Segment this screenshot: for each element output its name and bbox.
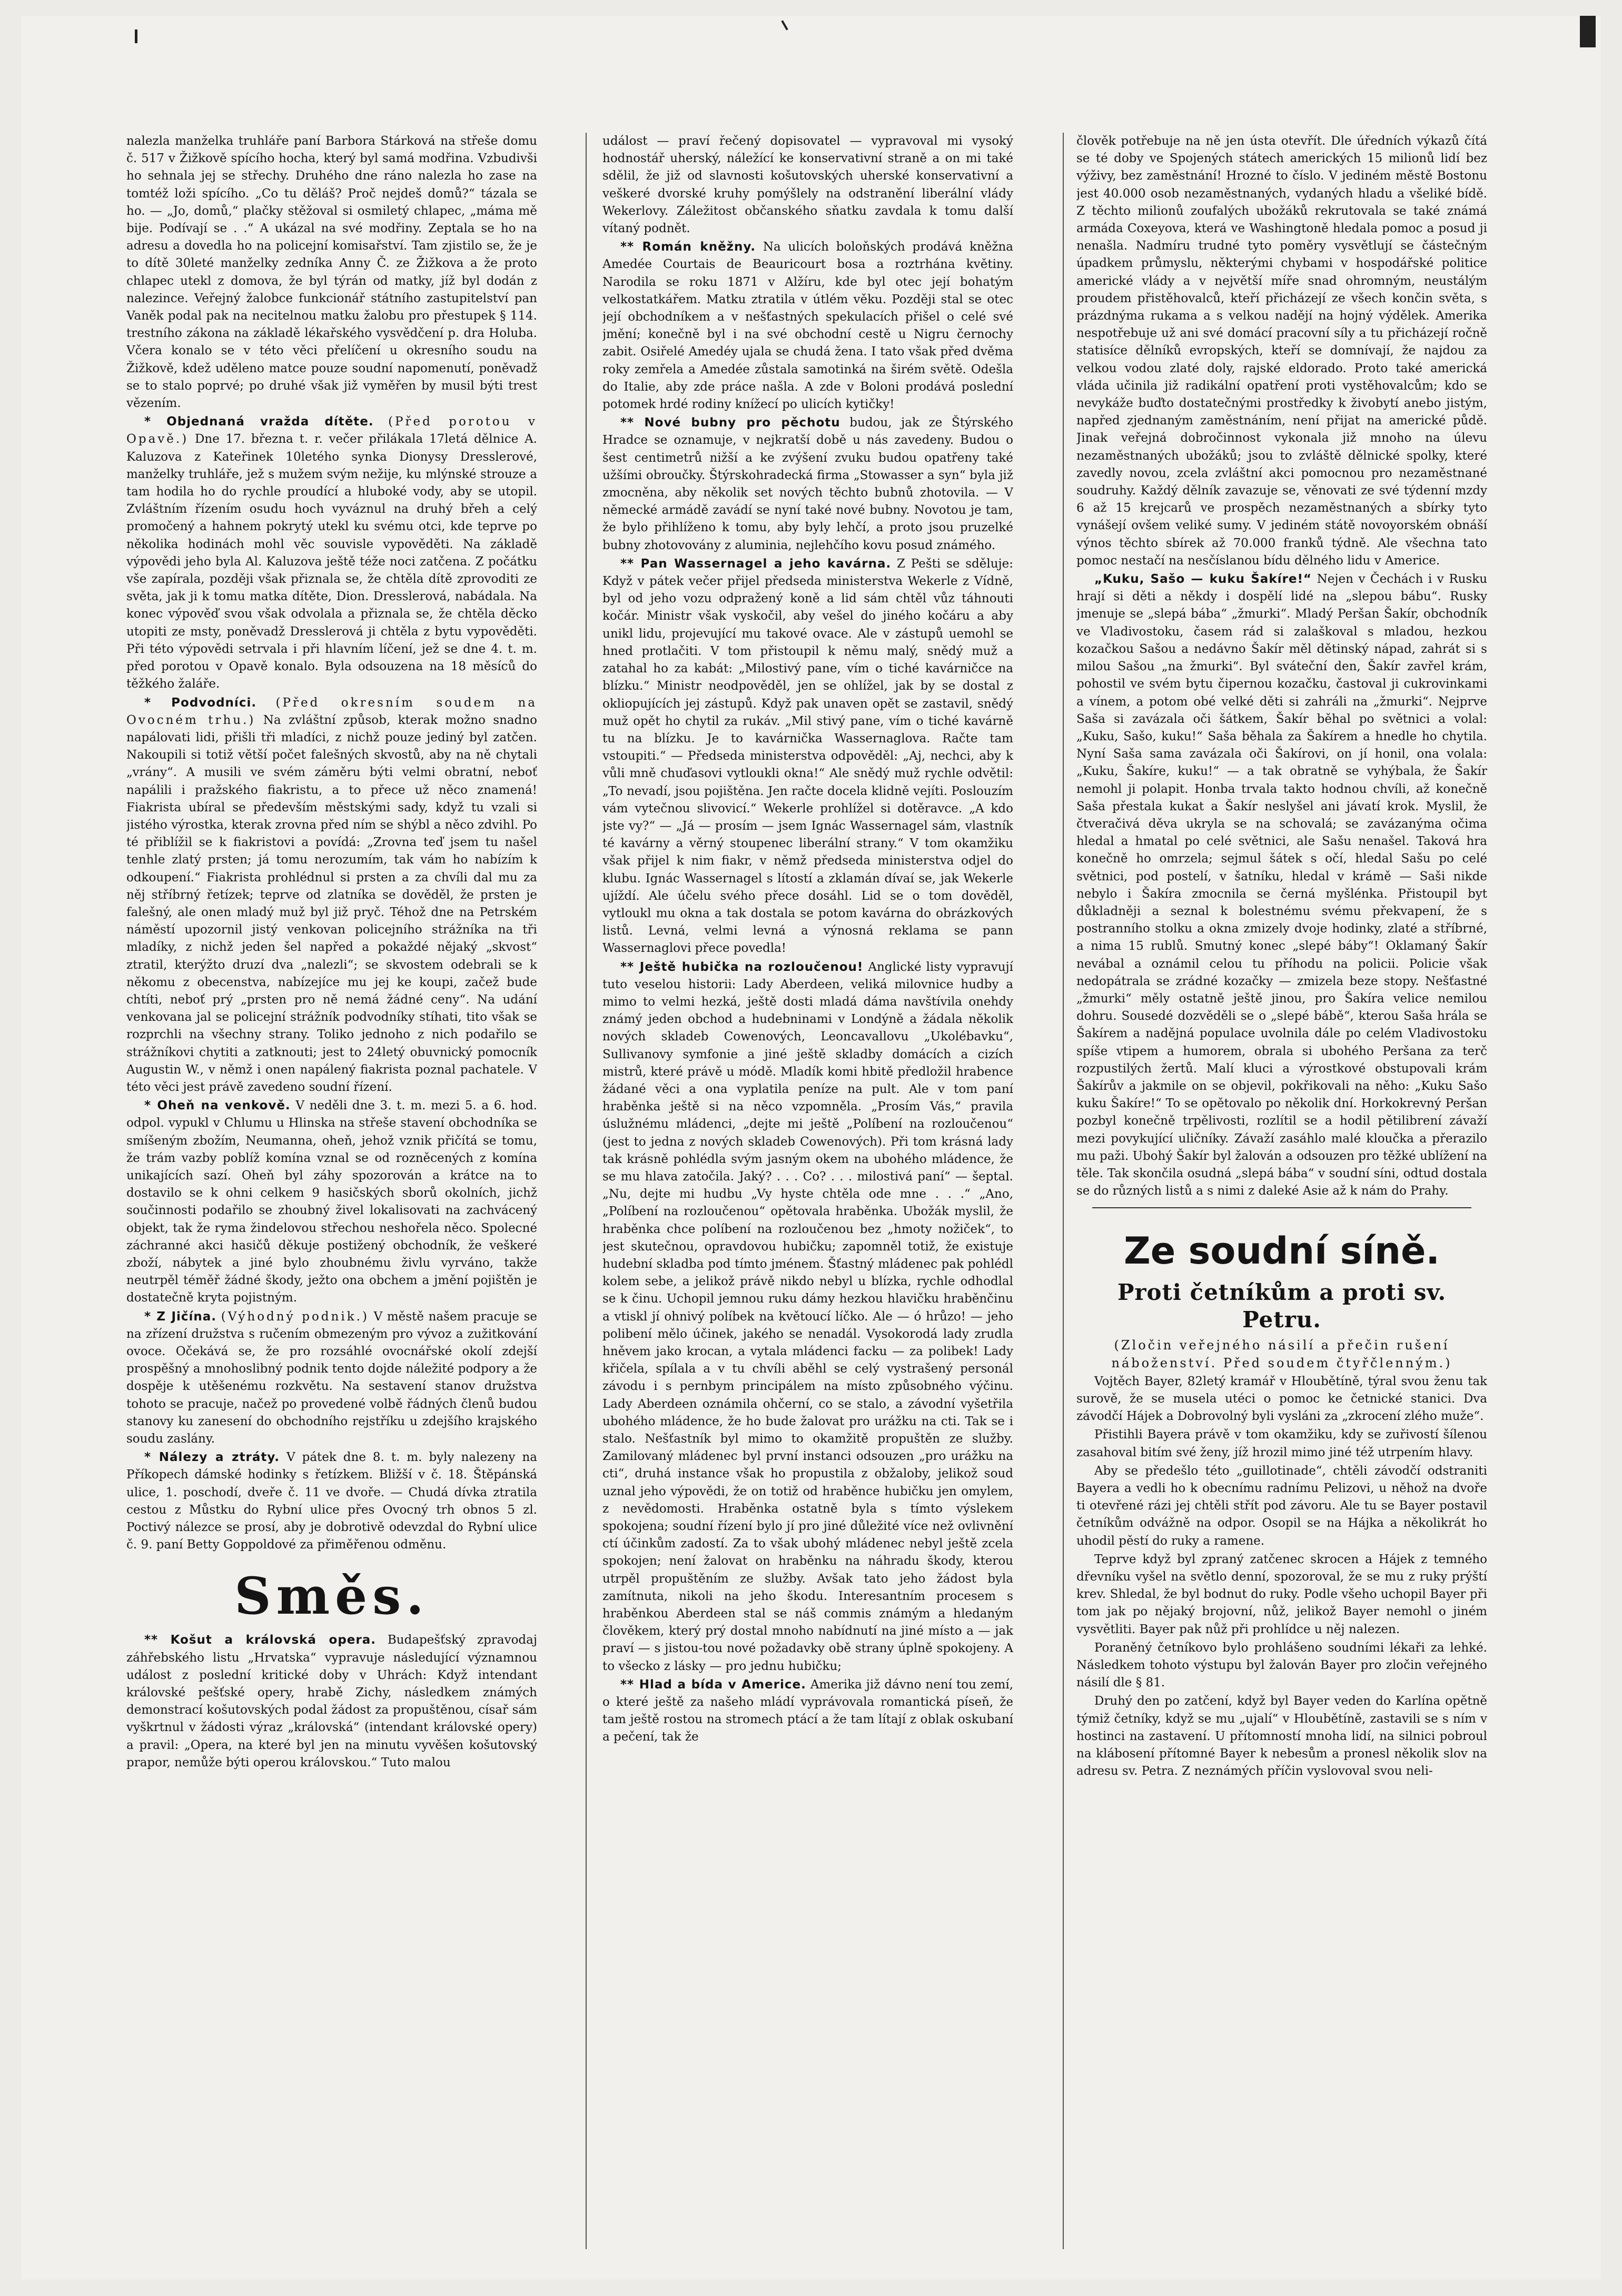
article-text: Budapešťský zpravodaj záhřebského listu „Hrvatska“ vypravuje následující významnou událost z poslední kritické doby v Uhrách: Když intendant královské pešťské opery, hrabě Zichy, následkem známých demonstrací košutovských podal žádost za propuštěnou, císař sám vyškrtnul v žádosti výraz „královská“ (intendant královské opery) a pravil: „Opera, na které byl jen na minutu vyvěšen košutovský prapor, nemůže býti operou královskou.“ Tuto malou xyxy=(126,1633,537,1770)
article-text: Amerika již dávno není tou zemí, o které ještě za našeho mládí vyprávovala romantická píseň, že tam ještě rostou na stromech ptácí a že tam lítají z oblak oskubaní a pečení, tak že xyxy=(602,1677,1013,1744)
article-paragraph: Poraněný četníkovo bylo prohlášeno soudními lékaři za lehké. Následkem tohoto výstupu byl žalován Bayer pro zločin veřejného násilí dle § 81. xyxy=(1076,1641,1487,1690)
article-paragraph xyxy=(126,1097,537,1307)
article-heading: „Kuku, Sašo — kuku Šakíre!“ xyxy=(1094,572,1312,587)
section-title-smes: Směs. xyxy=(234,1566,429,1626)
article-paragraph: Vojtěch Bayer, 82letý kramář v Hloubětíně, týral svou ženu tak surově, že se musela utéci o pomoc ke četnické stanici. Dva závodčí Hájek a Dobrovolný byli vysláni za „zkrocení zlého muže“. xyxy=(1076,1374,1487,1424)
section-divider xyxy=(1092,1207,1471,1208)
article-heading: * Objednaná vražda dítěte. xyxy=(144,415,374,429)
column-rule-right xyxy=(1063,133,1064,2249)
article-text: V městě našem pracuje se na zřízení družstva s ručením obmezeným pro vývoz a zužitkování ovoce. Očekává se, že pro rozsáhlé ovocnářské okolí zdejší prospěšný a mnohoslibný podnik tento dojde náležité podpory a že dospěje k utěšenému rozkvětu. Na sestavení stanov družstva tohoto se pracuje, načež po provedené volbě řádných členů budou stanovy ku zanesení do obchodního rejstříku u zdejšího krajského soudu zaslány. xyxy=(126,1309,537,1446)
article-text: Nejen v Čechách i v Rusku hrají si děti a někdy i dospělí lidé na „slepou bábu“. Rusky jmenuje se „slepá bába“ „žmurki“. Mladý Peršan Šakír, obchodník ve Vladivostoku, časem rád si zalaškoval s mladou, hezkou kozačkou Sašou a nedávno Šakír měl dětinský nápad, zahrát si s milou Sašou „na žmurki“. Byl sváteční den, Šakír zavřel krám, pohostil ve svém bytu čipernou kozačku, častoval ji cukrovinkami a vínem, a potom obé velké děti si zahráli na „žmurki“. Nejprve Saša si zavázala oči šátkem, Šakír běhal po světnici a volal: „Kuku, Sašo, kuku!“ Saša běhala za Šakírem a hnedle ho chytila. Nyní Saša sama zavázala oči Šakírovi, on jí honil, ona volala: „Kuku, Šakíre, kuku!“ — a tak obratně se vyhýbala, že Šakír nemohl ji polapit. Honba trvala takto hodnou chvíli, až konečně Saša přestala kukat a Šakír neslyšel ani jávatí krok. Myslil, že čtveračivá děva ukryla se na schovalá; se zavázanýma očima hledal a hmatal po celé světnici, ale Sašu nenašel. Taková hra konečně ho omrzela; sejmul šátek s očí, hledal Sašu po celé světnici, pod postelí, v šatníku, hledal v krámě — Saši nikde nebylo i Šakíra zmocnila se černá myšlénka. Přistoupil byt důkladněji a seznal k bolestnému svému překvapení, že s postranního stolku a okna zmizely dvoje hodinky, zlaté a stříbrné, a nima 15 rublů. Smutný konec „slepé báby“! Oklamaný Šakír nevábal a oznámil celou tu příhodu na policii. Policie však nedopátrala se zrádné kozačky — zmizela beze stopy. Nešťastné „žmurki“ měly ostatně ještě jinou, pro Šakíra velice nemilou dohru. Sousedé dozvěděli se o „slepé bábě“, kterou Saša hrála se Šakírem a nadějná populace uvolnila dále po celém Vladivostoku spíše vtipem a humorem, obrala si ubohého Peršana za terč rozpustilých žertů. Malí kluci a výrostkové obstupovali krám Šakírův a jakmile on se objevil, pokřikovali na něho: „Kuku Sašo kuku Šakíre!“ To se opětovalo po několik dní. Horkokrevný Peršan pozbyl konečně trpělivosti, rozlítil se a hodil pětilibrení závaží mezi povykující uličníky. Závaží zasáhlo malé kloučka a přerazilo mu paži. Ubohý Šakír byl žalován a odsouzen pro těžké ublížení na těle. Tak skončila osudná „slepá bába“ v soudní síni, odtud dostala se do různých listů a s nimi z daleké Asie až k nám do Prahy. xyxy=(1076,572,1487,1198)
article-paragraph xyxy=(602,238,1013,413)
article-subheadline: (Zločin veřejného násilí a přečin rušení náboženství. Před soudem čtyřčlenným.) xyxy=(1111,1338,1452,1370)
article-paragraph: Teprve když byl zpraný zatčenec skrocen a Hájek z temného dřevníku vyšel na světlo denní, spozoroval, že se mu z ruky prýští krev. Shledal, že byl bodnut do ruky. Podle všeho uchopil Bayer při tom jak po nějaký brojovní, nůž, jelikož Bayer nemohl o jiném vysvětliti. Bayer pak nůž při prohlídce u něj nalezen. xyxy=(1076,1552,1487,1636)
article-paragraph xyxy=(126,1449,537,1554)
article-text: Z Pešti se sděluje: Když v pátek večer přijel předseda ministerstva Wekerle z Vídně, byl od jeho vozu odpražený koně a lid sám chtěl vůz táhnouti kočár. Ministr však vyskočil, aby vešel do jiného kočáru a aby unikl lidu, projevující mu takové ovace. Ale v zástupů uemohl se hned protlačiti. V tom přistoupil k němu malý, snědý muž a zatahal ho za kabát: „Milostivý pane, vím o tiché kavárničce na blízku.“ Ministr neodpověděl, jen se ohlížel, jak by se dostal z okliopujících jej zástupů. Když pak unaven opět se zastavil, snědý muž opět ho chytil za rukáv. „Mil stivý pane, vím o tiché kavárně tu na blízku. Je to kavárnička Wassernaglova. Račte tam vstoupiti.“ — Předseda ministerstva odpověděl: „Aj, nechci, aby k vůli mně chuďasovi vytloukli okna!“ Ale snědý muž rychle odvětil: „To nevadí, jsou pojištěna. Jen račte docela klidně vejíti. Poslouzím vám vytečnou slivovicí.“ Wekerle prohlížel si dotěravce. „A kdo jste vy?“ — „Já — prosím — jsem Ignác Wassernagel sám, vlastník té kavárny a věrný stoupenec liberální strany.“ V tom okamžiku však přijel k nim fiakr, v němž předseda ministerstva odjel do klubu. Ignác Wassernagel s lítostí a zklamán dívaí se, jak Wekerle ujíždí. Ale účelu svého přece dosáhl. Lid se o tom dověděl, vytloukl mu okna a tak dostala se potom kavárna do obrázkových listů. Levná, velmi levná a výnosná reklama se pann Wassernaglovi přece povedla! xyxy=(602,556,1013,956)
article-paragraph: Aby se předešlo této „guillotinade“, chtěli závodčí odstraniti Bayera a vedli ho k obecnímu radnímu Pelizovi, u něhož na dvoře ti otevřené rázi jej chtěli střít pod závoru. Ale tu se Bayer postavil četníkům odvážně na odpor. Osopil se na Hájka a několikrát ho uhodil pěstí do ruky a ramene. xyxy=(1076,1464,1487,1548)
article-paragraph: událost — praví řečený dopisovatel — vypravoval mi vysoký hodnostář uherský, náležící ke konservativní straně a on mi také sdělil, že již od slavnosti košutovských uherské konservativní a veškeré dvorské kruhy pomýšlely na odstranění liberální vlády Wekerlovy. Záležitost občanského sňatku zavdala k tomu další vítaný podnět. xyxy=(602,134,1013,236)
article-heading: ** Román kněžny. xyxy=(620,240,756,254)
article-source: (Výhodný podnik.) xyxy=(221,1309,369,1324)
article-paragraph xyxy=(126,1308,537,1448)
article-heading: ** Hlad a bída v Americe. xyxy=(620,1677,806,1692)
article-heading: * Nálezy a ztráty. xyxy=(144,1450,280,1465)
article-text: budou, jak ze Štýrského Hradce se oznamuje, v nejkratší době u nás zavedeny. Budou o šest centimetrů nižší a ke zvýšení zvuku budou opatřeny také užšími obroučky. Štýrskohradecká firma „Stowasser a syn“ byla již zmocněna, aby několik set nových těchto bubnů zhotovila. — V německé armádě zavádí se nyní také nové bubny. Novotou je tam, že bylo přihlíženo k tomu, aby byly lehčí, a proto jsou pruzelké bubny zhotovovány z aluminia, nejlehčího kovu posud známého. xyxy=(602,416,1013,552)
column-rule-left xyxy=(586,133,587,2249)
article-heading: ** Nové bubny pro pěchotu xyxy=(620,416,840,430)
article-paragraph xyxy=(602,555,1013,958)
article-heading: ** Ještě hubička na rozloučenou! xyxy=(620,960,864,974)
article-heading: * Oheň na venkově. xyxy=(144,1099,291,1113)
article-text: Na zvláštní způsob, kterak možno snadno napálovati lidi, přišli tři mladíci, z nichž pouze jediný byl zatčen. Nakoupili si totiž větší počet falešných skvostů, aby na ně chytali „vrány“. A musili ve svém záměru býti velmi obratní, neboť napálili i pražského fiakristu, a to přece už něco znamená! Fiakrista ubíral se především městskými sady, když tu vzali si jistého výrostka, kterak zrovna před ním se shýbl a něco zdvihl. Po té přiblížil se k fiakristovi a povídá: „Zrovna teď jsem tu našel tenhle zlatý prsten; já tomu nerozumím, tak vám ho nabízím k odkoupení.“ Fiakrista prohlédnul si prsten a za chvíli dal mu za něj stříbrný řetízek; teprve od zlatníka se dověděl, že prsten je falešný, ale onen mladý muž byl již pryč. Téhož dne na Petrském náměstí upozornil jistý venkovan policejního strážníka na tři mladíky, z nichž jeden šel napřed a pokaždé nějaký „skvost“ ztratil, kterýžto druzí dva „nalezli“; se skvostem odebrali se k někomu z obecenstva, nabízejíce mu jej ke koupi, začež bude chtíti, neboť prý „prsten pro ně nemá žádné ceny“. Na udání venkovana jal se policejní strážník podvodníky stíhati, tito však se rozprchli na všechny strany. Toliko jednoho z nich podařilo se strážníkovi chytiti a zatknouti; jest to 24letý obuvnický pomocník Augustin W., v němž i onen napálený fiakrista poznal pachatele. V této věci jest právě zavedeno soudní řízení. xyxy=(126,713,537,1094)
article-text: Na ulicích boloňských prodává kněžna Amedée Courtais de Beauricourt bosa a roztrhána květiny. Narodila se roku 1871 v Alžíru, kde byl otec její bohatým velkostatkářem. Matku ztratila v útlém věku. Později stal se otec její obchodníkem a v nešťastných spekulacích přišel o celé své jmění; konečně byl i na své obchodní cestě u Nigru černochy zabit. Osiřelé Amedéy ujala se chudá žena. I tato však před dvěma roky zemřela a Amedée zůstala samotinká na širém světě. Odešla do Italie, aby zde práce našla. A zde v Boloni prodává poslední potomek hrdé rodiny knížecí po ulicích kytičky! xyxy=(602,240,1013,412)
article-paragraph xyxy=(602,1676,1013,1746)
section-title-soudni-sin: Ze soudní síně. xyxy=(1123,1229,1440,1273)
article-paragraph xyxy=(126,1632,537,1772)
article-text: V neděli dne 3. t. m. mezi 5. a 6. hod. odpol. vypukl v Chlumu u Hlinska na střeše stavení obchodníka se smíšeným zbožím, Neumanna, oheň, jehož vznik přičítá se tomu, že trám vazby poblíž komína vznal se od rozněcených z komína unikajících sazí. Oheň byl záhy spozorován a krátce na to dostavilo se k ohni celkem 9 hasičských sborů okolních, jichž součinnosti podařilo se zhoubný živel lokalisovati na zachvácený objekt, tak že ryma žindelovou střechou neshořela něco. Spolecné záchranné akci hasičů děkuje postižený obchodník, že veškeré zboží, nábytek a jiné bylo zhoubnému živlu vyrváno, takže neutrpěl téměř žádné škody, ježto ona obchem a jmění pojištěn je dostatečně kryta pojistným. xyxy=(126,1099,537,1305)
column-3 xyxy=(1076,133,1487,2249)
article-heading: * Podvodníci. xyxy=(144,695,257,710)
article-paragraph xyxy=(602,959,1013,1675)
article-paragraph: Druhý den po zatčení, když byl Bayer veden do Karlína opětně týmiž četníky, když se mu „ujalí“ v Hloubětíně, zastavili se s ním v hostinci na zastavení. U přítomností mnoha lidí, na silnici pobroul na klábosení přítomné Bayer k nebesům a pronesl několik slov na adresu sv. Petra. Z neznámých příčin vyslovoval svou neli- xyxy=(1076,1694,1487,1778)
article-heading: ** Košut a královská opera. xyxy=(144,1633,376,1647)
column-2 xyxy=(602,133,1013,2249)
article-text: Dne 17. března t. r. večer přilákala 17letá dělnice A. Kaluzova z Kateřinek 10letého synka Dionysy Dresslerové, manželky truhláře, jež s mužem svým nežije, ku mlýnské strouze a tam hodila ho do rychle proudící a hluboké vody, aby se utopil. Zvláštním řízením osudu hoch vyváznul na druhý břeh a celý promočený a hahnem pokrytý utekl ku svému otci, kde teprve po několika hodinách mohl věc souvisle vypověděti. Na základě výpovědi jeho byla Al. Kaluzova ještě téže noci zatčena. Z počátku vše zapírala, později však přiznala se, že chtěla dítě zprovoditi ze světa, jak ji k tomu matka dítěte, Dion. Dresslerová, nabádala. Na konec výpověď svou však odvolala a přiznala se, že chtěla děcko utopiti ze msty, poněvadž Dresslerová ji chtěla z bytu vypověděti. Při této výpovědi setrvala i při hlavním líčení, jež se dne 4. t. m. před porotou v Opavě konalo. Byla odsouzena na 18 měsíců do těžkého žaláře. xyxy=(126,432,537,691)
article-paragraph: člověk potřebuje na ně jen ústa otevřít. Dle úředních výkazů čítá se té doby ve Spojených státech amerických 15 milionů lidí bez výživy, bez zaměstnání! Hrozné to číslo. V jediném městě Bostonu jest 40.000 osob nezaměstnaných, vydaných hladu a všeliké bídě. Z těchto milionů zoufalých ubožáků rekrutovala se také známá armáda Coxeyova, která ve Washingtoně hledala pomoc a posud ji nenašla. Nadmíru trudné tyto poměry vysvětlují se částečným úpadkem průmyslu, některými chybami v hospodářské politice americké vlády a v největší míře snad ohromným, neustálým proudem přistěhovalců, kteří přicházejí ze všech končin světa, s prázdnýma rukama a s velkou nadějí na hojný výdělek. Amerika nespotřebuje už ani své domácí pracovní síly a tu přicházejí ročně statisíce dělníků evropských, kteří se domnívají, že najdou za velkou vodou zlaté doly, rajské eldorado. Proto také americká vláda učinila již radikální opatření proti vystěhovalcům; kdo se nevykáže buďto dostatečnými prostředky k živobytí anebo jistým, napřed zjednaným zaměstnáním, není přijat na americké půdě. Jinak veřejná dobročinnost vykonala již mnoho na úlevu nezaměstnaných ubožáků; jsou to zvláště dělnické spolky, které zavedly novou, zcela zvláštní akci pomocnou pro nezaměstnané soudruhy. Každý dělník zavazuje se, věnovati ze své týdenní mzdy 6 až 15 krejcarů ve prospěch nezaměstnaných a sbírky tyto vynášejí ovšem veliké sumy. V jediném státě novoyorském obnáší výnos těchto sbírek až 70.000 franků týdně. Ale všechna tato pomoc nestačí na nesčíslanou bídu dělného lidu v Americe. xyxy=(1076,134,1487,568)
article-paragraph xyxy=(1076,571,1487,1200)
article-source: (Před okresním soudem na Ovocném trhu.) xyxy=(126,695,537,727)
article-paragraph: Přistihli Bayera právě v tom okamžiku, kdy se zuřivostí šílenou zasahoval bitím své ženy, jíž hrozil mimo jiné též utrpením hlavy. xyxy=(1076,1428,1487,1459)
article-heading: * Z Jičína. xyxy=(144,1309,217,1324)
article-text: V pátek dne 8. t. m. byly nalezeny na Příkopech dámské hodinky s řetízkem. Bližší v č. 18. Štěpánská ulice, 1. poschodí, dveře č. 11 ve dvoře. — Chudá dívka ztratila cestou z Můstku do Rybní ulice přes Ovocný trh obnos 5 zl. Poctivý nálezce se prosí, aby je dobrotivě odevzdal do Rybní ulice č. 9. paní Betty Goppoldové za přiměřenou odměnu. xyxy=(126,1450,537,1552)
article-source: (Před porotou v Opavě.) xyxy=(126,415,537,446)
article-paragraph xyxy=(126,694,537,1097)
article-headline: Proti četníkům a proti sv. Petru. xyxy=(1117,1279,1447,1333)
article-paragraph: nalezla manželka truhláře paní Barbora Stárková na střeše domu č. 517 v Žižkově spícího hocha, který byl samá modřina. Vzbudivši ho sehnala jej se střechy. Druhého dne ráno nalezla ho zase na tomtéž loži spícího. „Co tu děláš? Proč nejdeš domů?“ tázala se ho. — „Jo, domů,“ plačky stěžoval si osmiletý chlapec, „máma mě bije. Podívají se . .“ A ukázal na své modřiny. Zeptala se ho na adresu a dovedla ho na policejní komisařství. Tam zjistilo se, že je to dítě 30leté manželky zedníka Anny Č. ze Žižkova a že proto chlapec utekl z domova, že byl týrán od matky, jíž byl dodán z nalezince. Veřejný žalobce funkcionář státního zastupitelství pan Vaněk podal pak na necitelnou matku žalobu pro přestupek § 114. trestního zákona na základě lékařského vysvědčení p. dra Holuba. Včera konalo se v této věci přelíčení u okresního soudu na Žižkově, kdež uděleno matce pouze soudní napomenutí, poněvadž se to stalo poprvé; po druhé však již vyměřen by musil býti trest vězením. xyxy=(126,134,537,411)
article-text: Anglické listy vypravují tuto veselou historii: Lady Aberdeen, veliká milovnice hudby a mimo to velmi hezká, ještě dosti mladá dáma navštívila onehdy známý jeden obchod a hudebninami v Londýně a žádala několik nových skladeb Cowenových, Leoncavallovu „Ukolébavku“, Sullivanovy symfonie a jiné ještě skladby domácích a cizích mistrů, které právě u módě. Mladík komi hbitě předložil hrabence žádané věci a ona vyplatila peníze na pult. Ale v tom paní hraběnka ještě si na něco vzpomněla. „Prosím Vás,“ pravila úslužnému mládenci, „dejte mi ještě „Políbení na rozloučenou“ (jest to jedna z nových skladeb Cowenových). Při tom krásná lady tak krásně pohlédla svým jasným okem na ubohého mládence, že se mu hlava zatočila. Jaký? . . . Co? . . . milostivá paní“ — šeptal. „Nu, dejte mi hudbu „Vy hyste chtěla ode mne . . .“ „Ano, „Políbení na rozloučenou“ opětovala hraběnka. Ubožák myslil, že hraběnka chce políbení na rozloučenou bez „hmoty nožiček“, to jest skutečnou, opravdovou hubičku; zapomněl totiž, že existuje hudební skladba pod tímto jménem. Šťastný mládenec pak pohlédl kolem sebe, a jelikož právě nikdo nebyl u blízka, rychle odhodlal se k činu. Uchopil jemnou ruku dámy hezkou hlavičku hraběnčinu a vtiskl jí ohnivý políbek na květoucí líčko. Ale — ó hrůzo! — jeho polibení mělo účinek, jakého se nenadál. Vysokorodá lady zrudla hněvem jako krocan, a vytala mládenci facku — za polibek! Lady křičela, spílala a v tu chvíli aběhl se celý vystrašený personál závodu i s pernbym principálem na místo způsobného výčinu. Lady Aberdeen oznámila ohčerní, co se stalo, a závodní vyšetřila ubohého mládence, že ho bude žalovat pro urážku na cti. Tak se i stalo. Nešťastník byl mimo to okamžitě propuštěn ze služby. Zamilovaný mládenec byl první instanci odsouzen „pro urážku na cti“, druhá instance však ho propustila z obžaloby, jelikož soud uznal jeho výpovědi, že on totiž od hraběnce hubičku jen omylem, z nevědomosti. Hraběnka ostatně byla s tímto výslekem spokojena; soudní řízení bylo jí pro jiné důležité více než ovlivnění ctí účinkům zadostí. Za to však ubohý mládenec nebyl ještě zcela spokojen; není žalovat on hraběnku na náhradu škody, kterou utrpěl propuštěním ze služby. Avšak tato jeho žádost byla zamítnuta, nikoli na jeho škodu. Interesantním procesem s hraběnkou Aberdeen stal se náš commis známým a hledaným člověkem, který prý dostal mnoho nabídnutí na jiné místo a — jak praví — s jistou-tou nové požadavky obě strany úplně spokojeny. A to všecko z lásky — pro jednu hubičku; xyxy=(602,960,1013,1673)
newspaper-page xyxy=(21,16,1601,2280)
article-paragraph xyxy=(602,414,1013,554)
scan-edge-marks xyxy=(21,16,1622,58)
article-paragraph xyxy=(126,413,537,693)
article-heading: ** Pan Wassernagel a jeho kavárna. xyxy=(620,556,892,571)
column-1 xyxy=(126,133,537,2099)
